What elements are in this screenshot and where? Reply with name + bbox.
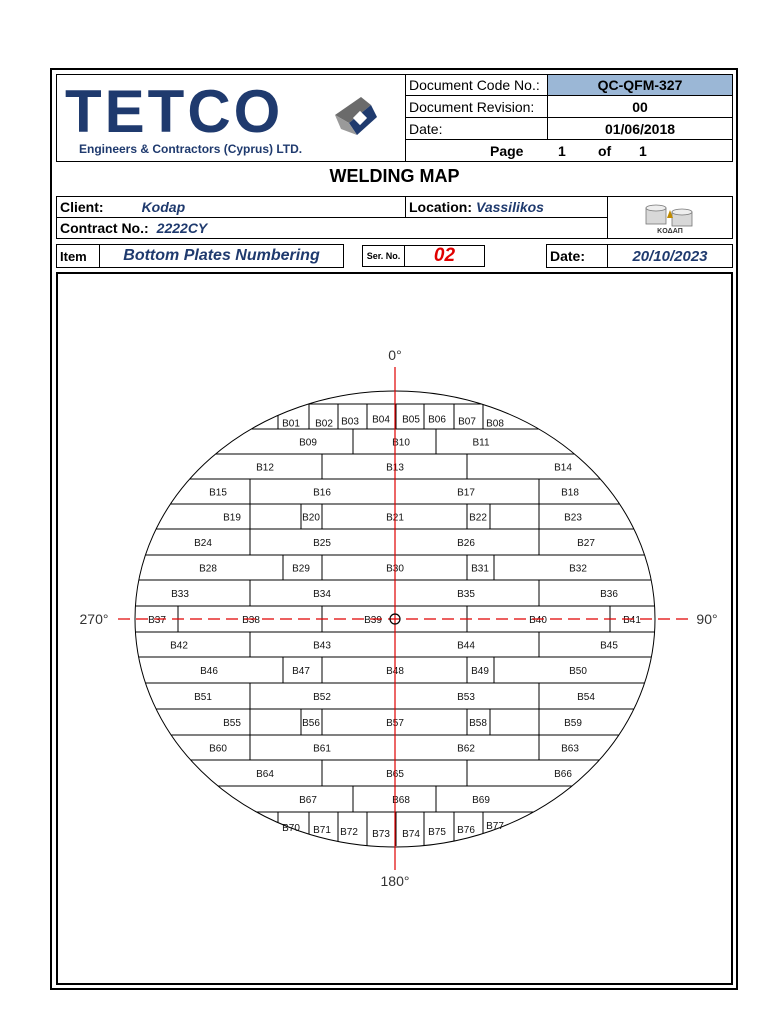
compass-west: 270° — [79, 611, 109, 627]
plate-label-b74: B74 — [402, 829, 420, 840]
plate-label-b12: B12 — [256, 462, 274, 474]
plate-label-b41: B41 — [623, 615, 641, 626]
plate-label-b33: B33 — [171, 589, 189, 600]
plate-label-b43: B43 — [313, 640, 331, 652]
plate-label-b08: B08 — [486, 418, 504, 430]
plate-label-b44: B44 — [457, 640, 475, 652]
plate-label-b35: B35 — [457, 589, 475, 600]
plate-label-b36: B36 — [600, 589, 618, 600]
compass-east: 90° — [696, 611, 718, 627]
plate-label-b10: B10 — [392, 437, 410, 449]
doc-date-label: Date: — [405, 117, 548, 140]
plate-label-b32: B32 — [569, 563, 587, 575]
plate-label-b68: B68 — [392, 795, 410, 806]
plate-label-b47: B47 — [292, 666, 310, 677]
logo-brand: TETCO — [65, 78, 284, 145]
plate-label-b66: B66 — [554, 769, 572, 780]
plate-label-b09: B09 — [299, 437, 317, 449]
plate-label-b49: B49 — [471, 666, 489, 677]
item-value: Bottom Plates Numbering — [99, 244, 344, 268]
plate-label-b19: B19 — [223, 512, 241, 524]
plate-label-b61: B61 — [313, 743, 331, 755]
plate-label-b05: B05 — [402, 414, 420, 426]
plate-label-b31: B31 — [471, 563, 489, 575]
plate-label-b58: B58 — [469, 718, 487, 729]
doc-code-value: QC-QFM-327 — [547, 74, 733, 96]
plate-label-b03: B03 — [341, 416, 359, 428]
plate-label-b56: B56 — [302, 718, 320, 729]
page-of-label: of — [598, 143, 612, 159]
compass-south: 180° — [380, 873, 410, 889]
plate-label-b17: B17 — [457, 487, 475, 499]
plate-label-b24: B24 — [194, 538, 212, 549]
plate-label-b42: B42 — [170, 640, 188, 652]
plate-label-b22: B22 — [469, 512, 487, 524]
plate-label-b13: B13 — [386, 462, 404, 474]
location-label: Location: — [409, 199, 472, 215]
plate-label-b04: B04 — [372, 414, 390, 426]
plate-label-b71: B71 — [313, 825, 331, 836]
plate-label-b75: B75 — [428, 827, 446, 838]
plate-label-b64: B64 — [256, 769, 274, 780]
plate-label-b62: B62 — [457, 743, 475, 755]
plate-label-b76: B76 — [457, 825, 475, 836]
compass-north: 0° — [388, 347, 402, 363]
client-logo-text: KOΔAΠ — [657, 227, 683, 235]
plate-label-b54: B54 — [577, 692, 595, 703]
plate-label-b65: B65 — [386, 769, 404, 780]
contract-label: Contract No.: — [60, 220, 149, 236]
doc-code-label: Document Code No.: — [405, 74, 548, 96]
plate-label-b50: B50 — [569, 666, 587, 677]
plate-label-b38: B38 — [242, 615, 260, 626]
logo-subtitle: Engineers & Contractors (Cyprus) LTD. — [79, 142, 303, 156]
plate-label-b14: B14 — [554, 462, 572, 474]
plate-label-b21: B21 — [386, 512, 404, 524]
plate-label-b39: B39 — [364, 615, 382, 626]
plate-label-b52: B52 — [313, 692, 331, 703]
item-label: Item — [56, 244, 100, 268]
plate-label-b48: B48 — [386, 666, 404, 677]
plate-label-b73: B73 — [372, 829, 390, 840]
plate-label-b51: B51 — [194, 692, 212, 703]
plate-label-b16: B16 — [313, 487, 331, 499]
doc-date-value: 01/06/2018 — [547, 117, 733, 140]
plate-label-b60: B60 — [209, 743, 227, 755]
plate-label-b57: B57 — [386, 718, 404, 729]
plate-label-b15: B15 — [209, 487, 227, 499]
plate-label-b67: B67 — [299, 795, 317, 806]
plate-label-b02: B02 — [315, 418, 333, 430]
map-date-value: 20/10/2023 — [607, 244, 733, 268]
page-current: 1 — [558, 143, 566, 159]
plate-label-b25: B25 — [313, 538, 331, 549]
plate-label-b26: B26 — [457, 538, 475, 549]
client-label: Client: — [60, 199, 104, 215]
plate-label-b30: B30 — [386, 563, 404, 575]
client-value: Kodap — [141, 199, 186, 215]
serial-label: Ser. No. — [362, 245, 405, 267]
doc-revision-value: 00 — [547, 95, 733, 118]
plate-label-b34: B34 — [313, 589, 331, 600]
plate-label-b20: B20 — [302, 512, 320, 524]
plate-label-b29: B29 — [292, 563, 310, 575]
page-total: 1 — [639, 143, 647, 159]
location-value: Vassilikos — [476, 199, 544, 215]
map-date-label: Date: — [546, 244, 608, 268]
contract-value: 2222CY — [156, 220, 208, 236]
page-label: Page — [490, 143, 524, 159]
plate-label-b63: B63 — [561, 743, 579, 755]
plate-label-b55: B55 — [223, 718, 241, 729]
plate-label-b18: B18 — [561, 487, 579, 499]
plate-label-b45: B45 — [600, 640, 618, 652]
plate-label-b40: B40 — [529, 615, 547, 626]
plate-label-b37: B37 — [148, 615, 166, 626]
plate-label-b69: B69 — [472, 795, 490, 806]
serial-value: 02 — [404, 245, 485, 267]
plate-label-b11: B11 — [472, 437, 490, 449]
doc-revision-label: Document Revision: — [405, 95, 548, 118]
plate-label-b07: B07 — [458, 416, 476, 428]
plate-label-b01: B01 — [282, 418, 300, 430]
plate-label-b77: B77 — [486, 821, 504, 832]
plate-label-b06: B06 — [428, 414, 446, 426]
plate-label-b46: B46 — [200, 666, 218, 677]
page-title: WELDING MAP — [329, 166, 460, 186]
plate-label-b23: B23 — [564, 512, 582, 524]
plate-label-b59: B59 — [564, 718, 582, 729]
plate-label-b70: B70 — [282, 823, 300, 834]
plate-label-b27: B27 — [577, 538, 595, 549]
plate-label-b53: B53 — [457, 692, 475, 703]
plate-label-b72: B72 — [340, 827, 358, 838]
plate-label-b28: B28 — [199, 563, 217, 575]
